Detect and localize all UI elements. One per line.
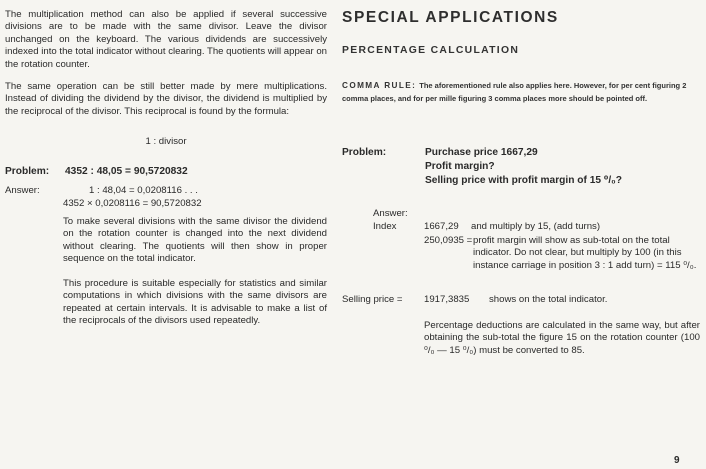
index-label: Index — [373, 221, 397, 232]
percentage-deductions-paragraph: Percentage deductions are calculated in the same way, but after obtaining the sub-total the figure 15 on the rotation counter (100 ⁰/₀ — 15 ⁰/₀) must be converted to 85. — [424, 320, 700, 356]
answer-line-1: 1 : 48,04 = 0,0208116 . . . — [89, 185, 198, 196]
result-text: profit margin will show as sub-total on the total indicator. Do not clear, but multiply by 100 (in this instance carriage in position 3 : 1 add turn) = 115 ⁰/₀. — [473, 235, 697, 271]
profit-margin-question: Profit margin? — [425, 161, 495, 172]
selling-price-note: shows on the total indicator. — [489, 294, 608, 305]
subsection-heading: PERCENTAGE CALCULATION — [342, 45, 520, 56]
comma-rule-lead: COMMA RULE: — [342, 81, 417, 90]
comma-rule-text: The aforementioned rule also applies here. However, for per cent figuring 2 comma places, and for per mille figuring 3 comma places more should be pointed off. — [342, 81, 687, 103]
index-note: and multiply by 15, (add turns) — [471, 221, 601, 232]
purchase-price: Purchase price 1667,29 — [425, 147, 538, 158]
problem-text: 4352 : 48,05 = 90,5720832 — [65, 166, 188, 177]
comma-rule — [342, 80, 700, 106]
reciprocal-paragraph: The same operation can be still better made by mere multiplications. Instead of dividing the dividend by the divisor, the dividend is multiplied by the reciprocal of the divisor. This reciprocal is found by the formula: — [5, 81, 327, 117]
answer-line-2: 4352 × 0,0208116 = 90,5720832 — [63, 198, 202, 209]
right-answer-label: Answer: — [373, 208, 408, 219]
result-value: 250,0935 = — [424, 235, 473, 246]
answer-label: Answer: — [5, 185, 40, 196]
section-heading: SPECIAL APPLICATIONS — [342, 9, 559, 26]
divisor-paragraph: To make several divisions with the same divisor the dividend on the rotation counter is changed into the next dividend without clearing. The quotients will then show in proper sequence on the total indicator. — [63, 216, 327, 265]
problem-label: Problem: — [5, 166, 50, 177]
page-number: 9 — [674, 455, 680, 466]
reciprocal-formula: 1 : divisor — [145, 136, 187, 147]
selling-price-question: Selling price with profit margin of 15 ⁰/₀? — [425, 175, 622, 186]
statistics-paragraph: This procedure is suitable especially for statistics and similar computations in which divisions with the same divisors are repeated at certain intervals. It is advisable to make a list of the reciprocals of the divisors used repeatedly. — [63, 278, 327, 327]
selling-price-value: 1917,3835 — [424, 294, 470, 305]
selling-price-label: Selling price = — [342, 294, 403, 305]
right-problem-label: Problem: — [342, 147, 387, 158]
intro-paragraph: The multiplication method can also be applied if several successive divisions are to be made with the same divisor. Leave the divisor unchanged on the keyboard. The various dividends are successively indexed into the total indicator without clearing. The quotients will appear on the rotation counter. — [5, 9, 327, 70]
index-value: 1667,29 — [424, 221, 459, 232]
